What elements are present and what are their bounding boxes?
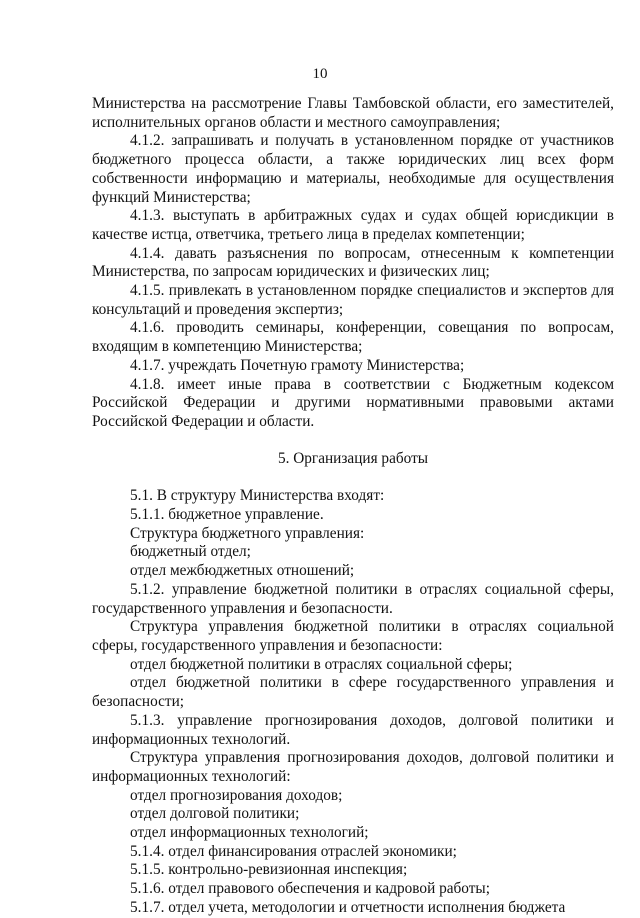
paragraph: отдел информационных технологий; (130, 824, 369, 842)
paragraph: Структура бюджетного управления: (130, 524, 365, 542)
paragraph: отдел бюджетной политики в отраслях социальной сферы; (130, 655, 513, 673)
section-5-structure (92, 487, 614, 917)
paragraph: 4.1.3. выступать в арбитражных судах и судах общей юрисдикции в качестве истца, ответчика, третьего лица в пределах компетенции; (92, 207, 614, 243)
page-number: 10 (312, 66, 328, 82)
paragraph: Структура управления прогнозирования доходов, долговой политики и информационных технологий: (92, 749, 614, 785)
paragraph: 4.1.8. имеет иные права в соответствии с Бюджетным кодексом Российской Федерации и другими нормативными правовыми актами Российской Федерации и области. (92, 375, 614, 430)
spacer (92, 432, 614, 450)
paragraph: отдел межбюджетных отношений; (130, 562, 355, 580)
paragraph: 4.1.5. привлекать в установленном порядке специалистов и экспертов для консультаций и проведения экспертиз; (92, 282, 614, 318)
paragraph: 5.1.5. контрольно-ревизионная инспекция; (130, 861, 408, 879)
paragraph: отдел бюджетной политики в сфере государственного управления и безопасности; (92, 674, 614, 711)
paragraph: отдел прогнозирования доходов; (130, 786, 343, 804)
paragraph: 5.1.3. управление прогнозирования доходов, долговой политики и информационных технологий. (92, 711, 614, 748)
paragraph: 5.1.1. бюджетное управление. (130, 506, 324, 524)
paragraph: 5.1.4. отдел финансирования отраслей экономики; (130, 842, 457, 860)
paragraph: Министерства на рассмотрение Главы Тамбовской области, его заместителей, исполнительных органов области и местного самоуправления; (92, 95, 614, 131)
paragraph: 5.1.7. отдел учета, методологии и отчетности исполнения бюджета (130, 898, 566, 916)
paragraph: 5.1.6. отдел правового обеспечения и кадровой работы; (130, 880, 490, 898)
paragraph: 4.1.4. давать разъяснения по вопросам, отнесенным к компетенции Министерства, по запросам юридических и физических лиц; (92, 244, 614, 281)
paragraph: отдел долговой политики; (130, 805, 300, 823)
section-heading: 5. Организация работы (277, 449, 429, 467)
paragraph: 4.1.7. учреждать Почетную грамоту Министерства; (130, 356, 465, 374)
paragraph: 4.1.2. запрашивать и получать в установленном порядке от участников бюджетного процесса области, а также юридических лиц всех форм собственности информацию и материалы, необходимые для осуществления функций Министерства; (92, 132, 614, 206)
document-body (92, 95, 614, 918)
paragraph: 5.1.2. управление бюджетной политики в отраслях социальной сферы, государственного управления и безопасности. (92, 580, 614, 617)
paragraph: 5.1. В структуру Министерства входят: (130, 487, 385, 505)
paragraph: 4.1.6. проводить семинары, конференции, совещания по вопросам, входящим в компетенцию Министерства; (92, 319, 614, 356)
section-4-continuation (92, 95, 614, 432)
paragraph: Структура управления бюджетной политики в отраслях социальной сферы, государственного управления и безопасности: (92, 618, 614, 654)
paragraph: бюджетный отдел; (130, 543, 251, 561)
spacer (92, 468, 614, 487)
